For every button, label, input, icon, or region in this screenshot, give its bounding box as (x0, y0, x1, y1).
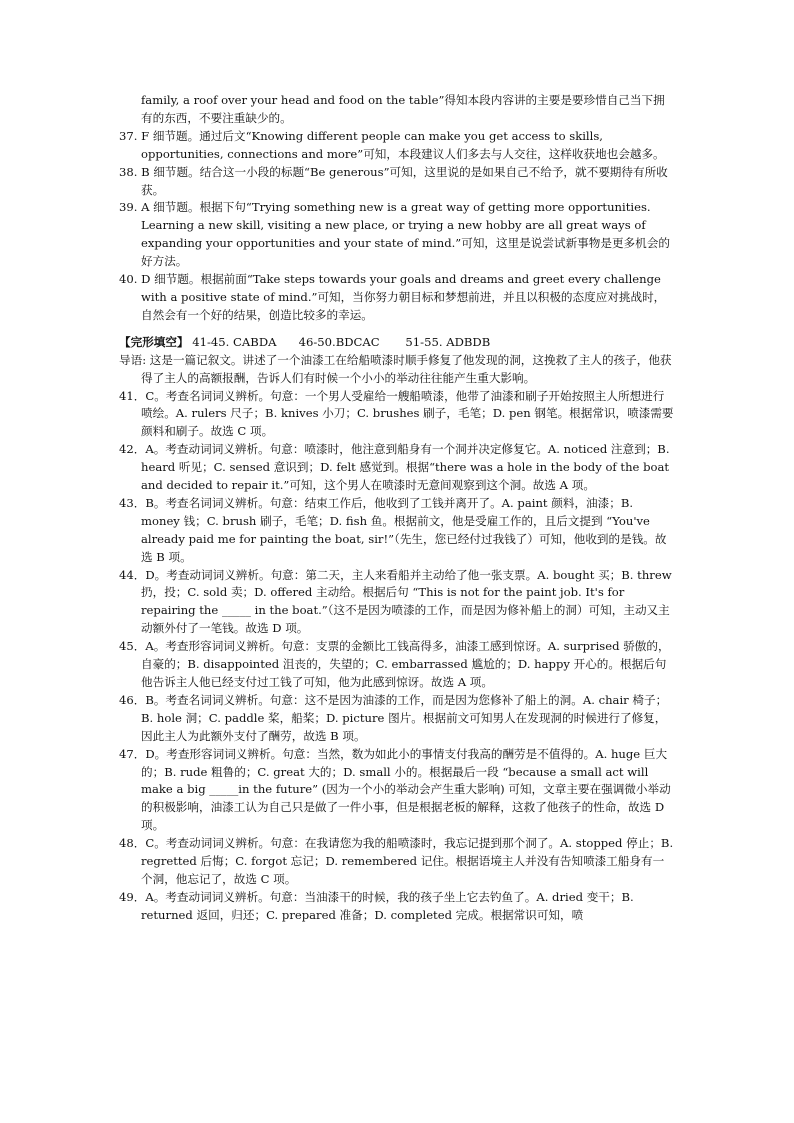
answer-explanation-38: 38. B 细节题。结合这一小段的标题“Be generous”可知，这里说的是如果自己不给予，就不要期待有所收获。 (119, 164, 668, 197)
cloze-explanation-44: 44．D。考查动词词义辨析。句意：第二天，主人来看船并主动给了他一张支票。A. bought 买；B. threw 扔，投；C. sold 卖；D. offered 主动给。根据后句 “This is not for the paint job. It's for repairing the _____ in the boat.”（这不是因为喷漆的工作，而是因为修补船上的洞）可知，主动又主动额外付了一笔钱。故选 D 项。 (119, 567, 672, 636)
answer-explanation-40: 40. D 细节题。根据前面“Take steps towards your goals and dreams and greet every challenge with a positive state of mind.”可知，当你努力朝目标和梦想前进，并且以积极的态度应对挑战时，自然会有一个好的结果，创造比较多的幸运。 (119, 272, 666, 322)
cloze-explanation-47: 47．D。考查形容词词义辨析。句意：当然，数为如此小的事情支付我高的酬劳是不值得的。A. huge 巨大的；B. rude 粗鲁的；C. great 大的；D. small 小的。根据最后一段 “because a small act will make a big _____in the future” (因为一个小的举动会产生重大影响) 可知，文章主要在强调微小举动的积极影响，油漆工认为自己只是做了一件小事，但是根据老板的解释，这救了他孩子的性命，故选 D 项。 (119, 746, 671, 833)
cloze-explanation-42: 42．A。考查动词词义辨析。句意：喷漆时，他注意到船身有一个洞并决定修复它。A. noticed 注意到；B. heard 听见；C. sensed 意识到；D. felt 感觉到。根据“there was a hole in the body of the boat and decided to repair it.”可知，这个男人在喷漆时无意间观察到这个洞。故选 A 项。 (119, 442, 670, 493)
cloze-explanation-46: 46．B。考查名词词义辨析。句意：这不是因为油漆的工作，而是因为您修补了船上的洞。A. chair 椅子；B. hole 洞；C. paddle 桨，船桨；D. picture 图片。根据前文可知男人在发现洞的时候进行了修复，因此主人为此额外支付了酬劳，故选 B 项。 (119, 692, 668, 743)
answer-explanation-37: 37. F 细节题。通过后文“Knowing different people can make you get access to skills, opportunities, connections and more”可知，本段建议人们多去与人交往，这样收获地也会越多。 (119, 128, 665, 161)
cloze-explanation-41: 41．C。考查名词词义辨析。句意：一个男人受雇给一艘船喷漆，他带了油漆和刷子开始按照主人所想进行喷绘。A. rulers 尺子；B. knives 小刀；C. brushes 刷子，毛笔；D. pen 钢笔。根据常识，喷漆需要颜料和刷子。故选 C 项。 (119, 388, 674, 439)
cloze-answer-key (119, 334, 675, 352)
document-page (119, 92, 675, 925)
cloze-explanation-49: 49．A。考查动词词义辨析。句意：当油漆干的时候，我的孩子坐上它去钓鱼了。A. dried 变干；B. returned 返回，归还；C. prepared 准备；D. completed 完成。根据常识可知，喷 (119, 889, 634, 922)
cloze-explanation-48: 48．C。考查动词词义辨析。句意：在我请您为我的船喷漆时，我忘记提到那个洞了。A. stopped 停止；B. regretted 后悔；C. forgot 忘记；D. remembered 记住。根据语境主人并没有告知喷漆工船身有一个洞，他忘记了，故选 C 项。 (119, 836, 674, 886)
intro-tail-paragraph: family, a roof over your head and food on the table”得知本段内容讲的主要是要珍惜自己当下拥有的东西，不要注重缺少的。 (141, 93, 665, 125)
answer-explanation-39: 39. A 细节题。根据下句“Trying something new is a great way of getting more opportunities. Learning a new skill, visiting a new place, or trying a new hobby are all great ways of expanding your opportunities and your state of mind.”可知，这里是说尝试新事物是更多机会的好方法。 (119, 200, 670, 269)
cloze-explanation-43: 43．B。考查名词词义辨析。句意：结束工作后，他收到了工钱并离开了。A. paint 颜料，油漆；B. money 钱；C. brush 刷子，毛笔；D. fish 鱼。根据前文，他是受雇工作的，且后文提到 “You've already paid me for painting the boat, sir!”（先生，您已经付过我钱了）可知，他收到的是钱。故选 B 项。 (119, 495, 667, 564)
cloze-answers: 41-45. CABDA 46-50.BDCAC 51-55. ADBDB (188, 334, 491, 349)
cloze-explanation-45: 45．A。考查形容词词义辨析。句意：支票的金额比工钱高得多，油漆工感到惊讶。A. surprised 骄傲的，自豪的；B. disappointed 沮丧的，失望的；C. embarrassed 尴尬的；D. happy 开心的。根据后句他告诉主人他已经支付过工钱了可知，他为此感到惊讶。故选 A 项。 (119, 639, 670, 689)
cloze-section-label: 【完形填空】 (119, 334, 189, 349)
cloze-guide: 导语: 这是一篇记叙文。讲述了一个油漆工在给船喷漆时顺手修复了他发现的洞，这挽救了主人的孩子，他获得了主人的高额报酬，告诉人们有时候一个小小的举动往往能产生重大影响。 (119, 352, 672, 385)
